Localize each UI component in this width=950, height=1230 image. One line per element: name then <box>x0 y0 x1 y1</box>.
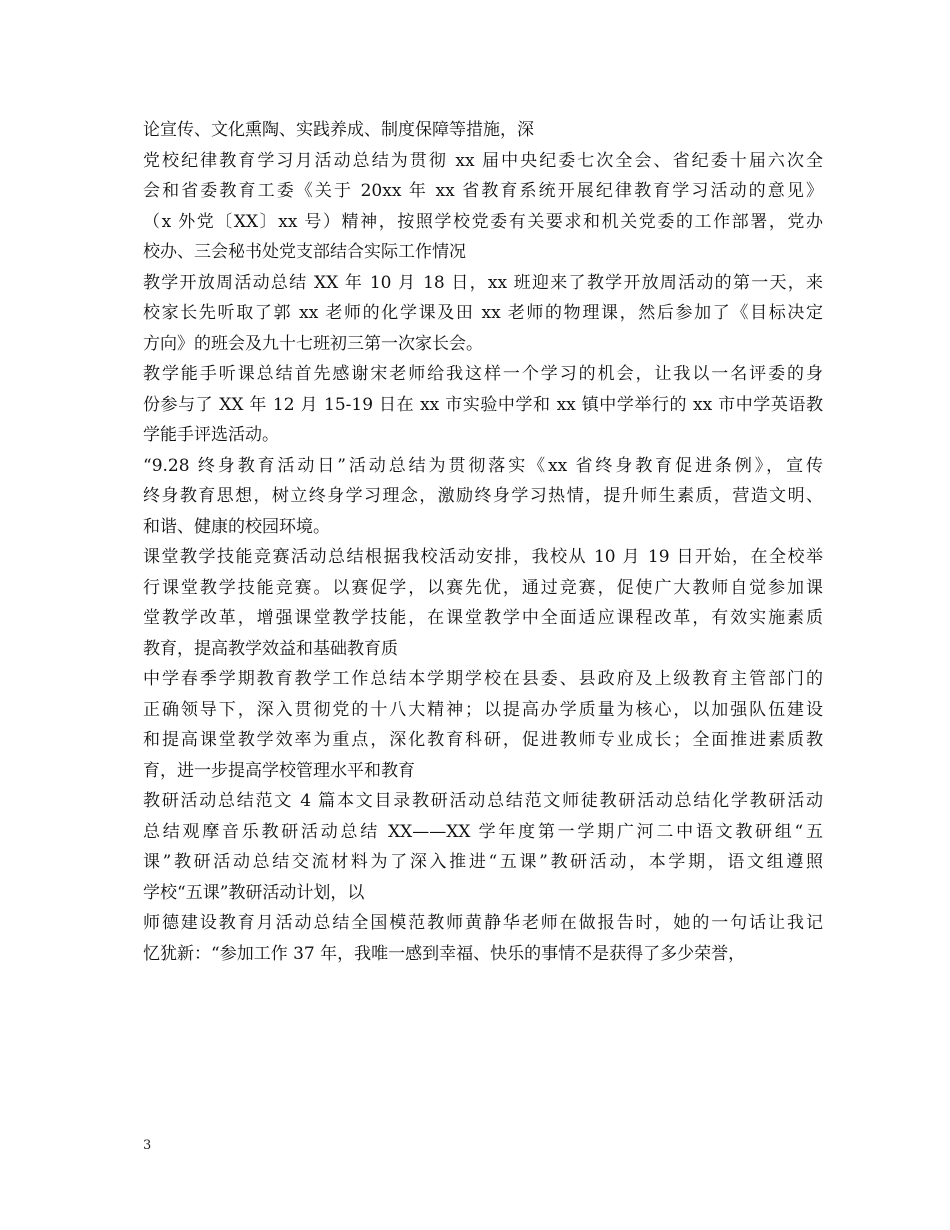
paragraph-1 <box>143 115 823 146</box>
text-line: 师德建设教育月活动总结全国模范教师黄静华老师在做报告时，她的一句话让我记 <box>143 913 823 933</box>
page-number: 3 <box>143 1138 152 1153</box>
paragraph-8 <box>143 786 823 908</box>
text-line: 教学开放周活动总结 XX 年 10 月 18 日，xx 班迎来了教学开放周活动的第一天，来 <box>143 272 823 293</box>
text-line: 忆犹新：“参加工作 37 年，我唯一感到幸福、快乐的事情不是获得了多少荣誉， <box>143 943 746 964</box>
text-line: （x 外党〔XX〕xx 号）精神，按照学校党委有关要求和机关党委的工作部署，党办 <box>143 211 823 232</box>
text-line: 份参与了 XX 年 12 月 15-19 日在 xx 市实验中学和 xx 镇中学举行的 xx 市中学英语教 <box>143 394 823 415</box>
text-line: 和提高课堂教学效率为重点，深化教育科研，促进教师专业成长；全面推进素质教 <box>143 730 823 750</box>
text-line: 学能手评选活动。 <box>143 425 279 445</box>
text-line: 学校“五课”教研活动计划，以 <box>143 882 365 903</box>
text-line: 终身教育思想，树立终身学习理念，激励终身学习热情，提升师生素质，营造文明、 <box>143 486 823 506</box>
text-line: 和谐、健康的校园环境。 <box>143 516 330 537</box>
text-line: 论宣传、文化熏陶、实践养成、制度保障等措施，深 <box>143 120 534 140</box>
paragraph-5 <box>143 451 823 543</box>
text-line: “9.28 终身教育活动日”活动总结为贯彻落实《xx 省终身教育促进条例》，宣传 <box>143 455 823 476</box>
text-line: 行课堂教学技能竞赛。以赛促学，以赛先优，通过竞赛，促使广大教师自觉参加课 <box>143 577 823 598</box>
paragraph-3 <box>143 268 823 360</box>
text-line: 会和省委教育工委《关于 20xx 年 xx 省教育系统开展纪律教育学习活动的意见》 <box>143 181 823 201</box>
paragraph-9 <box>143 908 823 969</box>
paragraph-2 <box>143 146 823 268</box>
text-line: 育，进一步提高学校管理水平和教育 <box>143 760 415 781</box>
text-line: 课堂教学技能竞赛活动总结根据我校活动安排，我校从 10 月 19 日开始，在全校举 <box>143 547 823 567</box>
document-body <box>143 115 823 969</box>
text-line: 校家长先听取了郭 xx 老师的化学课及田 xx 老师的物理课，然后参加了《目标决定 <box>143 303 823 323</box>
text-line: 教学能手听课总结首先感谢宋老师给我这样一个学习的机会，让我以一名评委的身 <box>143 364 823 384</box>
paragraph-7 <box>143 664 823 786</box>
text-line: 方向》的班会及九十七班初三第一次家长会。 <box>143 333 483 354</box>
text-line: 中学春季学期教育教学工作总结本学期学校在县委、县政府及上级教育主管部门的 <box>143 669 823 689</box>
text-line: 教育，提高教学效益和基础教育质 <box>143 638 398 659</box>
text-line: 党校纪律教育学习月活动总结为贯彻 xx 届中央纪委七次全会、省纪委十届六次全 <box>143 150 823 171</box>
text-line: 课”教研活动总结交流材料为了深入推进“五课”教研活动，本学期，语文组遵照 <box>143 852 823 872</box>
text-line: 总结观摩音乐教研活动总结 XX——XX 学年度第一学期广河二中语文教研组“五 <box>143 821 823 842</box>
paragraph-6 <box>143 542 823 664</box>
text-line: 堂教学改革，增强课堂教学技能，在课堂教学中全面适应课程改革，有效实施素质 <box>143 608 823 628</box>
text-line: 正确领导下，深入贯彻党的十八大精神；以提高办学质量为核心，以加强队伍建设 <box>143 699 823 720</box>
paragraph-4 <box>143 359 823 451</box>
text-line: 教研活动总结范文 4 篇本文目录教研活动总结范文师徒教研活动总结化学教研活动 <box>143 791 823 811</box>
text-line: 校办、三会秘书处党支部结合实际工作情况 <box>143 242 466 262</box>
